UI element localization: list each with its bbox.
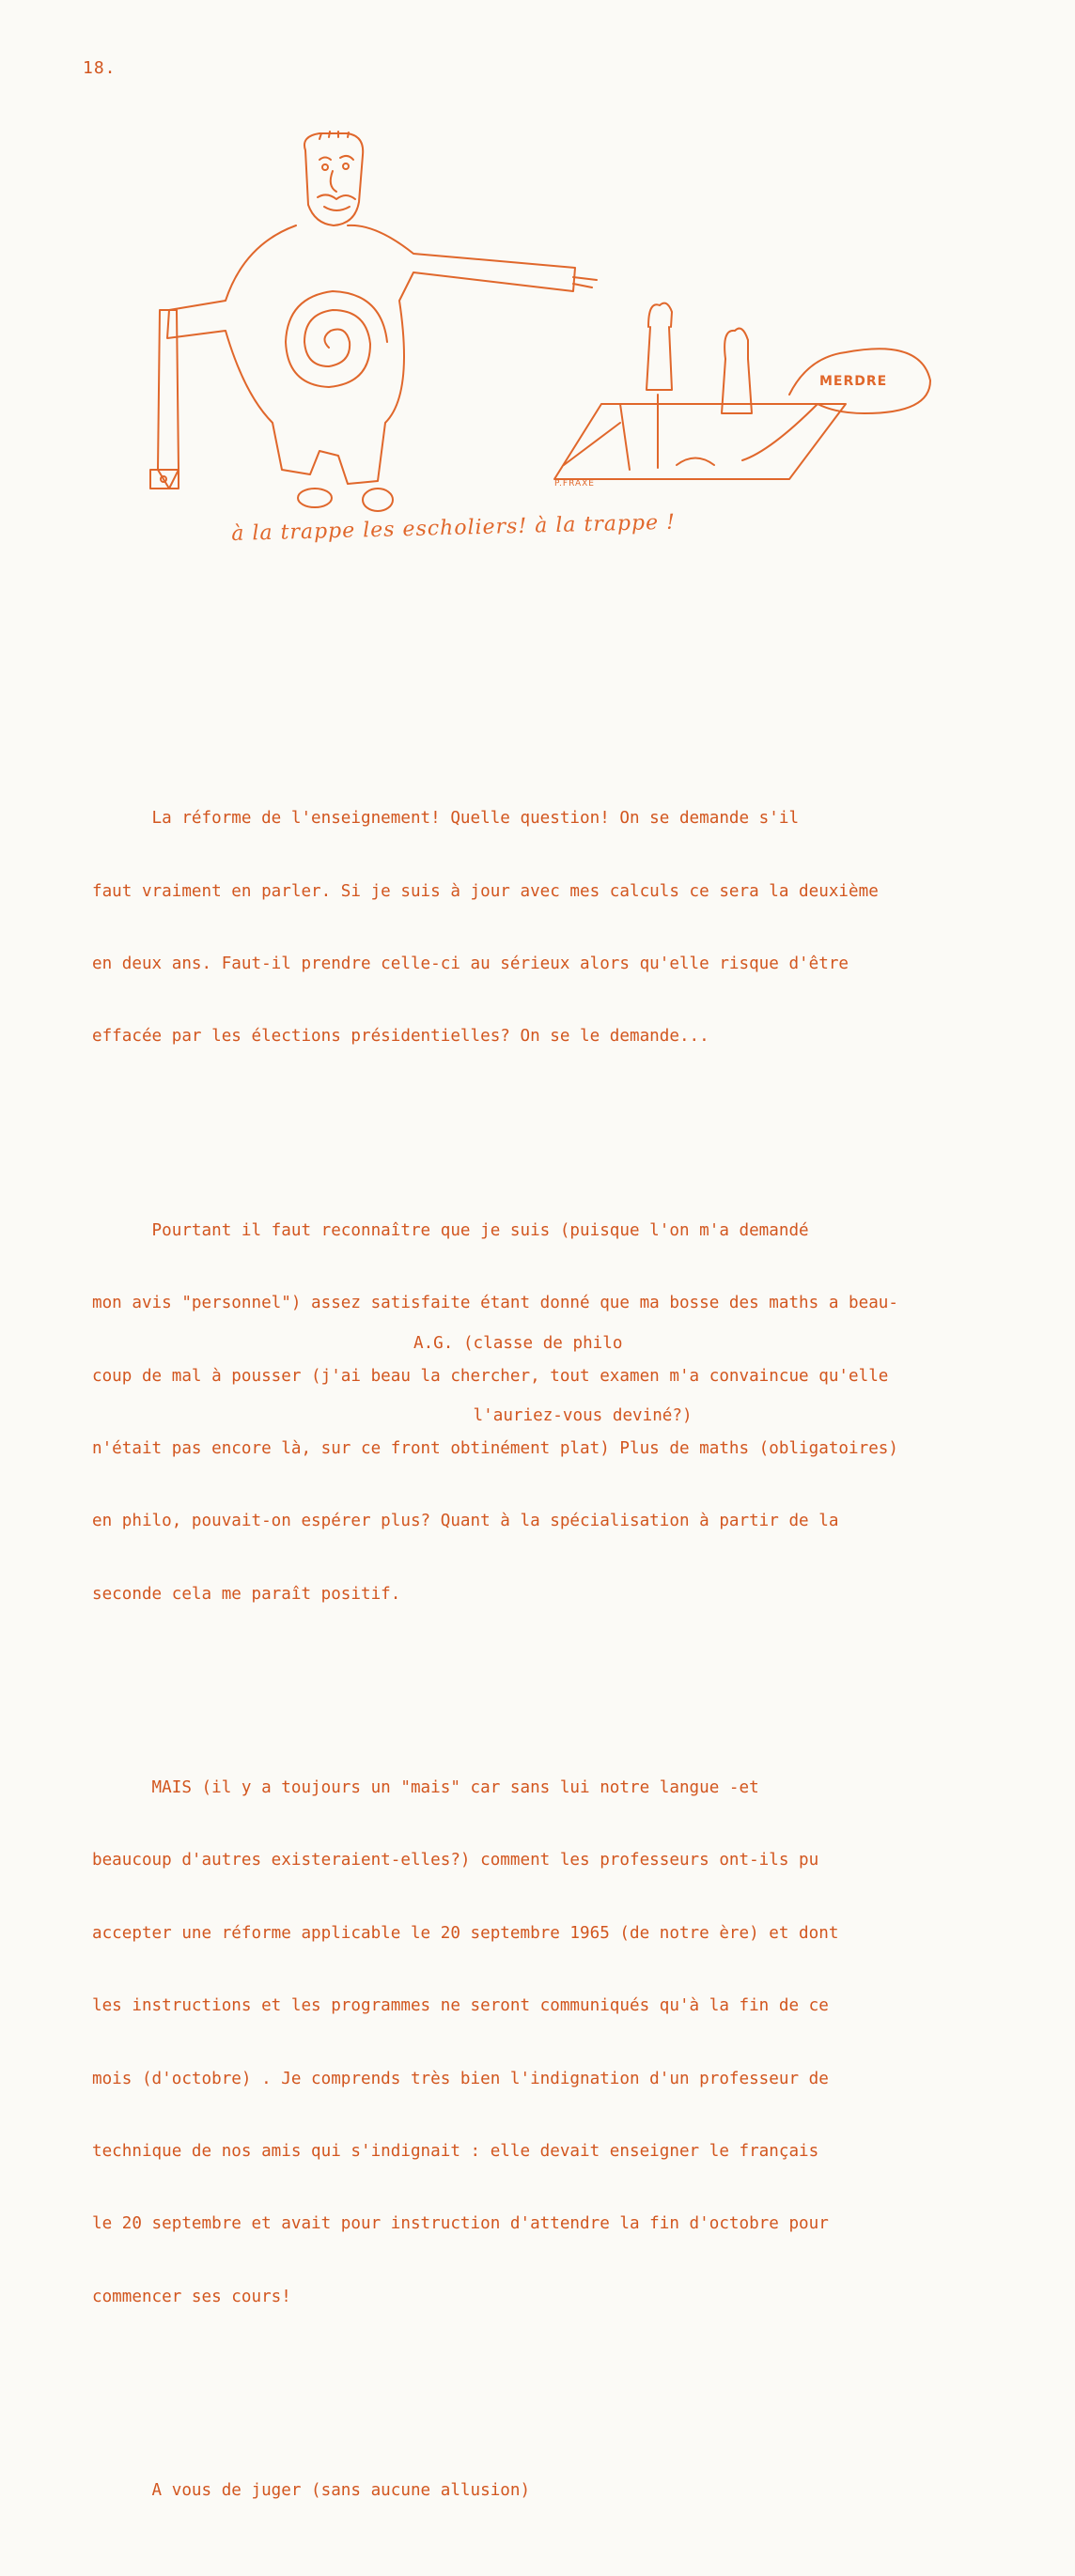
text-line: le 20 septembre et avait pour instruction d'attendre la fin d'octobre pour [92, 2214, 829, 2234]
speech-bubble-text: MERDRE [819, 374, 888, 389]
text-line: mon avis "personnel") assez satisfaite étant donné que ma bosse des maths a beau- [92, 1294, 898, 1313]
text-line: n'était pas encore là, sur ce front obtinément plat) Plus de maths (obligatoires) [92, 1438, 898, 1458]
text-line: les instructions et les programmes ne seront communiqués qu'à la fin de ce [92, 1996, 829, 2016]
article-body [92, 710, 994, 2576]
text-line: La réforme de l'enseignement! Quelle question! On se demande s'il [92, 809, 800, 829]
text-line: en philo, pouvait-on espérer plus? Quant à la spécialisation à partir de la [92, 1512, 839, 1531]
artist-signature: P.FRAXE [554, 479, 595, 489]
page-number: 18. [83, 58, 117, 78]
cartoon-drawing [132, 113, 958, 564]
text-line: A vous de juger (sans aucune allusion) [92, 2481, 531, 2501]
text-line: beaucoup d'autres existeraient-elles?) comment les professeurs ont-ils pu [92, 1851, 819, 1870]
text-line: seconde cela me paraît positif. [92, 1584, 401, 1604]
paragraph-3 [92, 1728, 994, 2358]
text-line: technique de nos amis qui s'indignait : elle devait enseigner le français [92, 2142, 819, 2162]
paragraph-1 [92, 759, 994, 1098]
text-line: coup de mal à pousser (j'ai beau la chercher, tout examen m'a convaincue qu'elle [92, 1366, 889, 1386]
cartoon-caption: à la trappe les escholiers! à la trappe ! [231, 510, 677, 546]
text-line: Pourtant il faut reconnaître que je suis (puisque l'on m'a demandé [92, 1220, 809, 1240]
cartoon-illustration [132, 113, 958, 564]
text-line: en deux ans. Faut-il prendre celle-ci au sérieux alors qu'elle risque d'être [92, 954, 849, 973]
signature-line: A.G. (classe de philo [413, 1333, 623, 1353]
text-line: accepter une réforme applicable le 20 septembre 1965 (de notre ère) et dont [92, 1923, 839, 1943]
paragraph-4 [92, 2431, 994, 2553]
signature-line: l'auriez-vous deviné?) [413, 1405, 693, 1425]
text-line: effacée par les élections présidentielles? On se le demande... [92, 1027, 709, 1047]
text-line: mois (d'octobre) . Je comprends très bien l'indignation d'un professeur de [92, 2069, 829, 2088]
text-line: MAIS (il y a toujours un "mais" car sans lui notre langue -et [92, 1778, 759, 1798]
text-line: commencer ses cours! [92, 2287, 291, 2306]
author-signature [413, 1283, 693, 1453]
text-line: faut vraiment en parler. Si je suis à jour avec mes calculs ce sera la deuxième [92, 881, 879, 901]
